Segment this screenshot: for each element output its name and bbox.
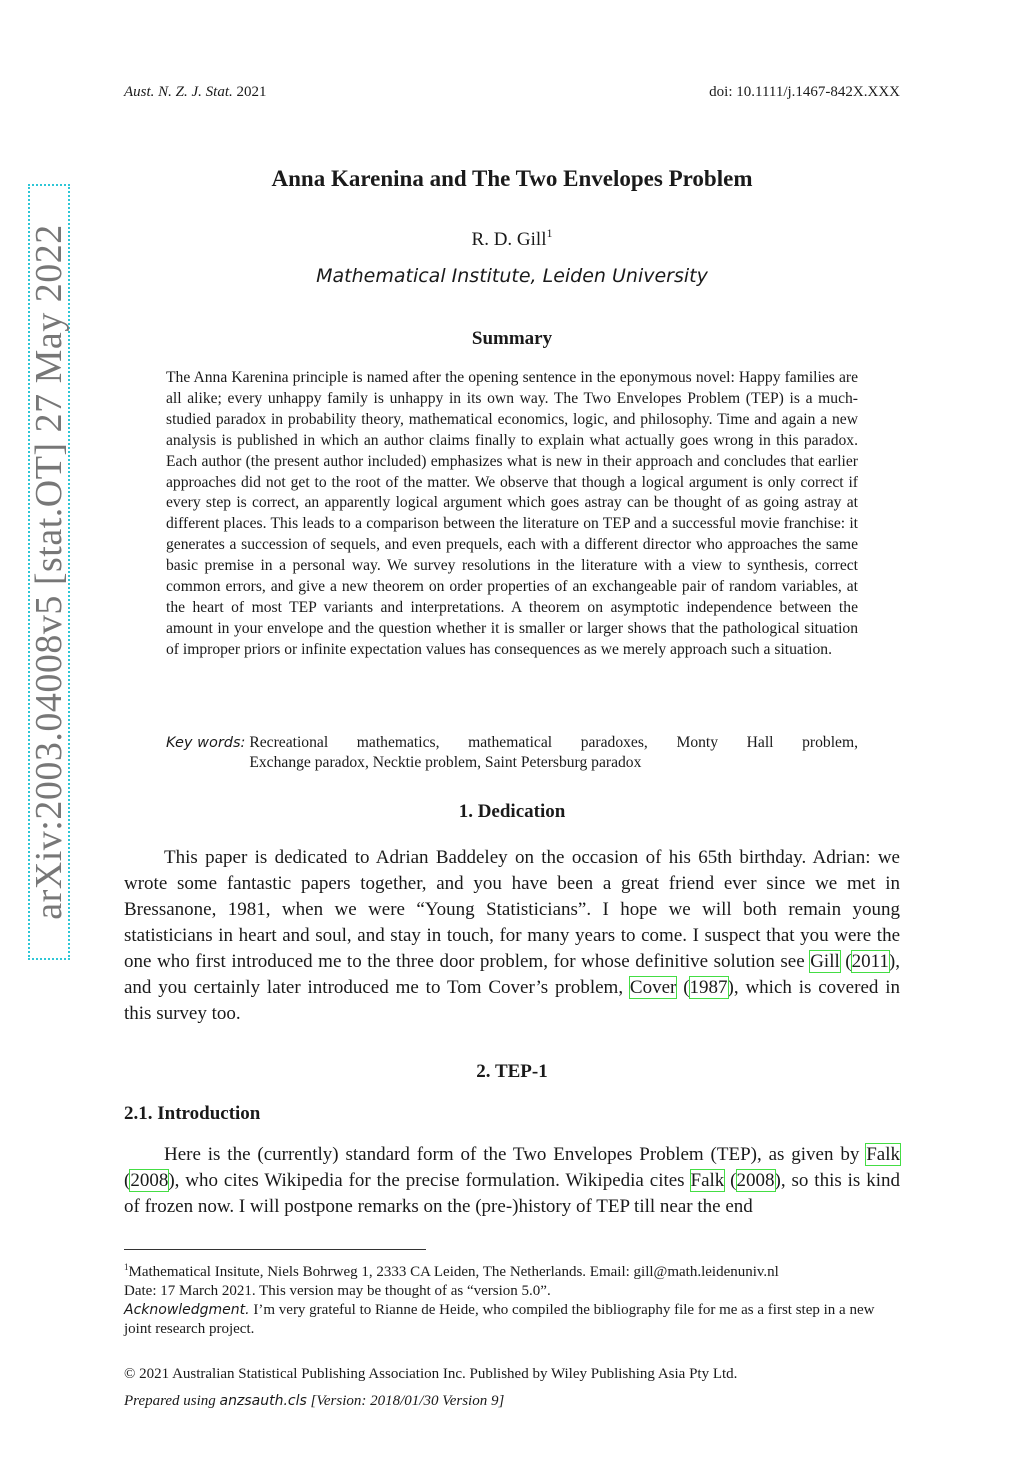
citation-falk-year-2[interactable]: 2008 [736, 1170, 775, 1191]
dedication-text-b: ), and you certainly later introduced me to Tom Cover’s problem, [124, 951, 900, 998]
dedication-text-a: This paper is dedicated to Adrian Baddeley on the occasion of his 65th birthday. Adrian: we wrote some fantastic papers together, and you have been a great friend ever since we met in Bressanone, 1981, when we were “Young Statisticians”. I hope we will both remain young statisticians in heart and soul, and stay in touch, for many years to come. I suspect that you were the one who first introduced me to the three door problem, for whose definitive solution see [124, 847, 900, 972]
paper-affiliation: Mathematical Institute, Leiden University [316, 265, 708, 287]
running-header-doi[interactable]: doi: 10.1111/j.1467-842X.XXX [709, 84, 900, 100]
citation-falk-year-1[interactable]: 2008 [130, 1170, 169, 1191]
intro-text-c: ), so this is kind of frozen now. I will postpone remarks on the (pre-)history of TEP till near the end [124, 1170, 901, 1217]
paper-author [0, 226, 1024, 251]
citation-falk-author-2[interactable]: Falk [690, 1170, 725, 1191]
section-heading-tep1: 2. TEP-1 [476, 1061, 548, 1082]
footnote-acknowledgment [124, 1301, 900, 1339]
citation-gill-author[interactable]: Gill [810, 951, 840, 972]
citation-cover-year[interactable]: 1987 [689, 977, 728, 998]
citation-cover-author[interactable]: Cover [629, 977, 677, 998]
citation-gill-year[interactable]: 2011 [851, 951, 889, 972]
citation-falk-author-1[interactable]: Falk [866, 1144, 900, 1165]
author-name: R. D. Gill [471, 229, 547, 250]
footnote-date: Date: 17 March 2021. This version may be thought of as “version 5.0”. [124, 1283, 551, 1299]
dedication-text-c: ), which is covered in this survey too. [124, 977, 900, 1024]
journal-year: 2021 [236, 84, 267, 100]
summary-heading: Summary [471, 328, 553, 349]
paper-title: Anna Karenina and The Two Envelopes Problem [271, 166, 753, 191]
subsection-heading-introduction: 2.1. Introduction [124, 1103, 261, 1124]
keywords-label: Key words: [166, 735, 246, 751]
running-header-journal [124, 84, 267, 101]
intro-text-b: ), who cites Wikipedia for the precise formulation. Wikipedia cites [168, 1170, 691, 1191]
copyright-notice: © 2021 Australian Statistical Publishing Association Inc. Published by Wiley Publishing Asia Pty Ltd. [124, 1366, 738, 1382]
arxiv-stamp[interactable]: arXiv:2003.04008v5 [stat.OT] 27 May 2022 [28, 224, 70, 920]
section-heading-dedication: 1. Dedication [458, 801, 566, 822]
footnote-address [124, 1258, 900, 1282]
ack-text: I’m very grateful to Rianne de Heide, who compiled the bibliography file for me as a first step in a new joint research project. [124, 1302, 875, 1337]
footnotes [124, 1258, 900, 1339]
class-file-name: anzsauth.cls [219, 1393, 307, 1409]
footnote-mark: 1 [124, 1262, 129, 1272]
prepared-prefix: Prepared using [124, 1393, 216, 1409]
summary-text: The Anna Karenina principle is named after the opening sentence in the eponymous novel: Happy families are all alike; every unhappy family is unhappy in its own way. The Two Envelopes Problem (TEP) is a much-studied paradox in probability theory, mathematical economics, logic, and philosophy. Time and again a new analysis is published in which an author claims finally to explain what actually goes wrong in this paradox. Each author (the present author included) emphasizes what is new in their approach and concludes that earlier approaches did not get to the root of the matter. We observe that though a logical argument is only correct if every step is correct, an apparently logical argument which goes astray can be thought of as going astray at different places. This leads to a comparison between the literature on TEP and a successful movie franchise: it generates a succession of sequels, and even prequels, each with a different director who approaches the same basic premise in a personal way. We survey resolutions in the literature with a view to synthesis, correct common errors, and give a new theorem on order properties of an exchangeable pair of random variables, at the heart of most TEP variants and interpretations. A theorem on asymptotic independence between the amount in your envelope and the question whether it is smaller or larger shows that the pathological situation of improper priors or infinite expectation values has consequences as we merely approach such a situation. [166, 369, 858, 658]
keywords-block [166, 733, 858, 773]
keywords-line-2: Exchange paradox, Necktie problem, Saint Petersburg paradox [249, 754, 642, 771]
dedication-paragraph: This paper is dedicated to Adrian Baddeley on the occasion of his 65th birthday. Adrian: we wrote some fantastic papers together, and you have been a great friend ever since we met in Bressanone, 1981, when we were “Young Statisticians”. I hope we will both remain young statisticians in heart and soul, and stay in touch, for many years to come. I suspect that you were the one who first introduced me to the three door problem, for whose definitive solution see Gill (2011), and you certainly later introduced me to Tom Cover’s problem, Cover (1987), which is covered in this survey too. [124, 847, 900, 1024]
class-version: [Version: 2018/01/30 Version 9] [310, 1393, 505, 1409]
journal-name: Aust. N. Z. J. Stat. [124, 84, 233, 100]
ack-label: Acknowledgment. [124, 1302, 250, 1318]
intro-text-a: Here is the (currently) standard form of the Two Envelopes Problem (TEP), as given by [164, 1144, 867, 1165]
keywords-line-1: Recreational mathematics, mathematical paradoxes, Monty Hall problem, [249, 734, 858, 751]
footnote-rule [124, 1249, 426, 1250]
author-footnote-mark[interactable]: 1 [546, 226, 553, 240]
introduction-paragraph: Here is the (currently) standard form of the Two Envelopes Problem (TEP), as given by Falk (2008), who cites Wikipedia for the precise formulation. Wikipedia cites Falk (2008), so this is kind of frozen now. I will postpone remarks on the (pre-)history of TEP till near the end [124, 1144, 901, 1217]
footnote-address-text: Mathematical Insitute, Niels Bohrweg 1, 2333 CA Leiden, The Netherlands. Email: gill@math.leidenuniv.nl [128, 1264, 779, 1280]
prepared-using-notice [124, 1393, 504, 1410]
